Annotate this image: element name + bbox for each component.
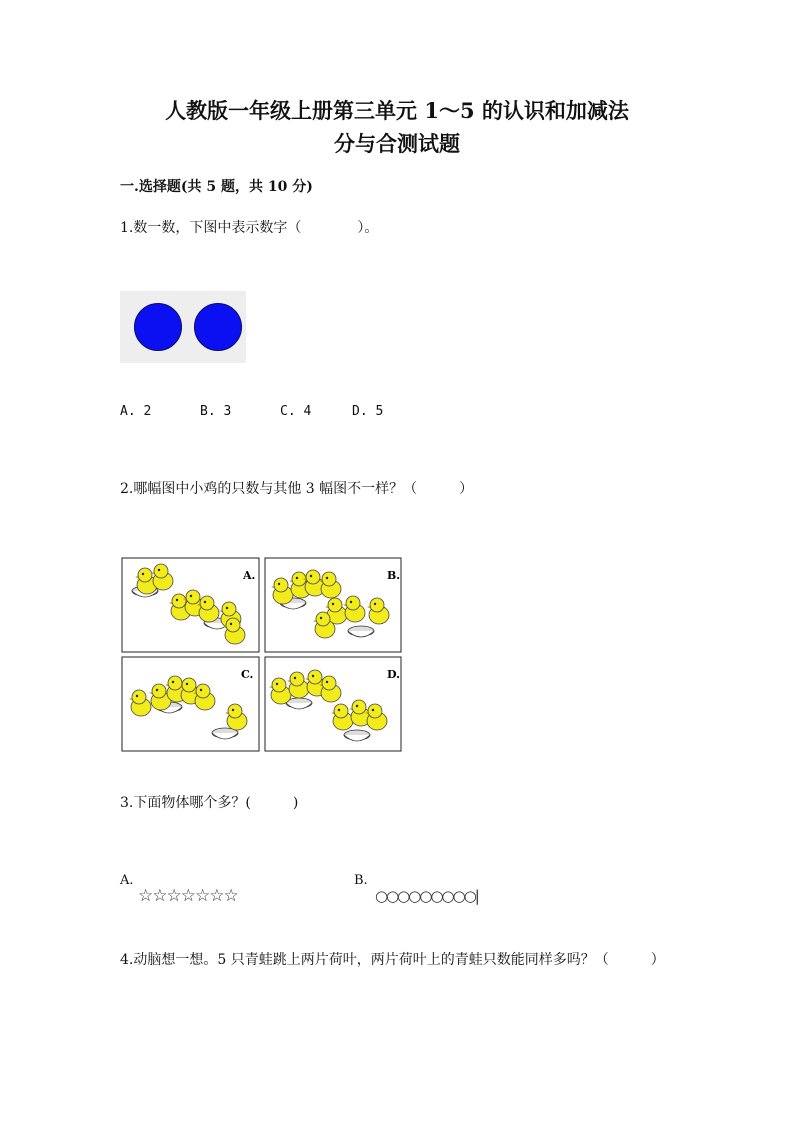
chick-panel-a [122,558,259,652]
blue-circle [134,303,182,351]
chick-panel-d [265,657,401,751]
rings-row: ○○○○○○○○○| [375,887,478,905]
option-a-label[interactable]: A. [120,873,134,888]
panel-label-d: D. [387,668,400,681]
section-heading: 一.选择题(共 5 题，共 10 分) [120,179,313,195]
panel-label-c: C. [241,668,254,681]
question-4-text: 4.动脑想一想。5 只青蛙跳上两片荷叶，两片荷叶上的青蛙只数能同样多吗？（ ） [120,952,665,968]
option-b-label[interactable]: B. [354,873,368,888]
option-b[interactable]: B. 3 [200,404,232,419]
chick-panel-c [122,657,259,751]
page-subtitle: 分与合测试题 [334,131,460,156]
question-3-text: 3.下面物体哪个多？( ) [120,795,299,811]
page-title: 人教版一年级上册第三单元 1～5 的认识和加减法 [165,98,629,123]
blue-circle [194,303,242,351]
chick-panels-figure [121,557,403,753]
panel-label-a: A. [243,569,256,582]
panel-label-b: B. [387,569,401,582]
chick-panel-b [265,558,401,652]
option-a[interactable]: A. 2 [120,404,152,419]
question-1-text: 1.数一数，下图中表示数字（ ）。 [120,220,379,236]
stars-row: ☆☆☆☆☆☆☆ [138,886,238,906]
option-c[interactable]: C. 4 [280,404,312,419]
option-d[interactable]: D. 5 [352,404,384,419]
question-2-text: 2.哪幅图中小鸡的只数与其他 3 幅图不一样？（ ） [120,481,474,497]
question-1-figure [120,291,246,363]
